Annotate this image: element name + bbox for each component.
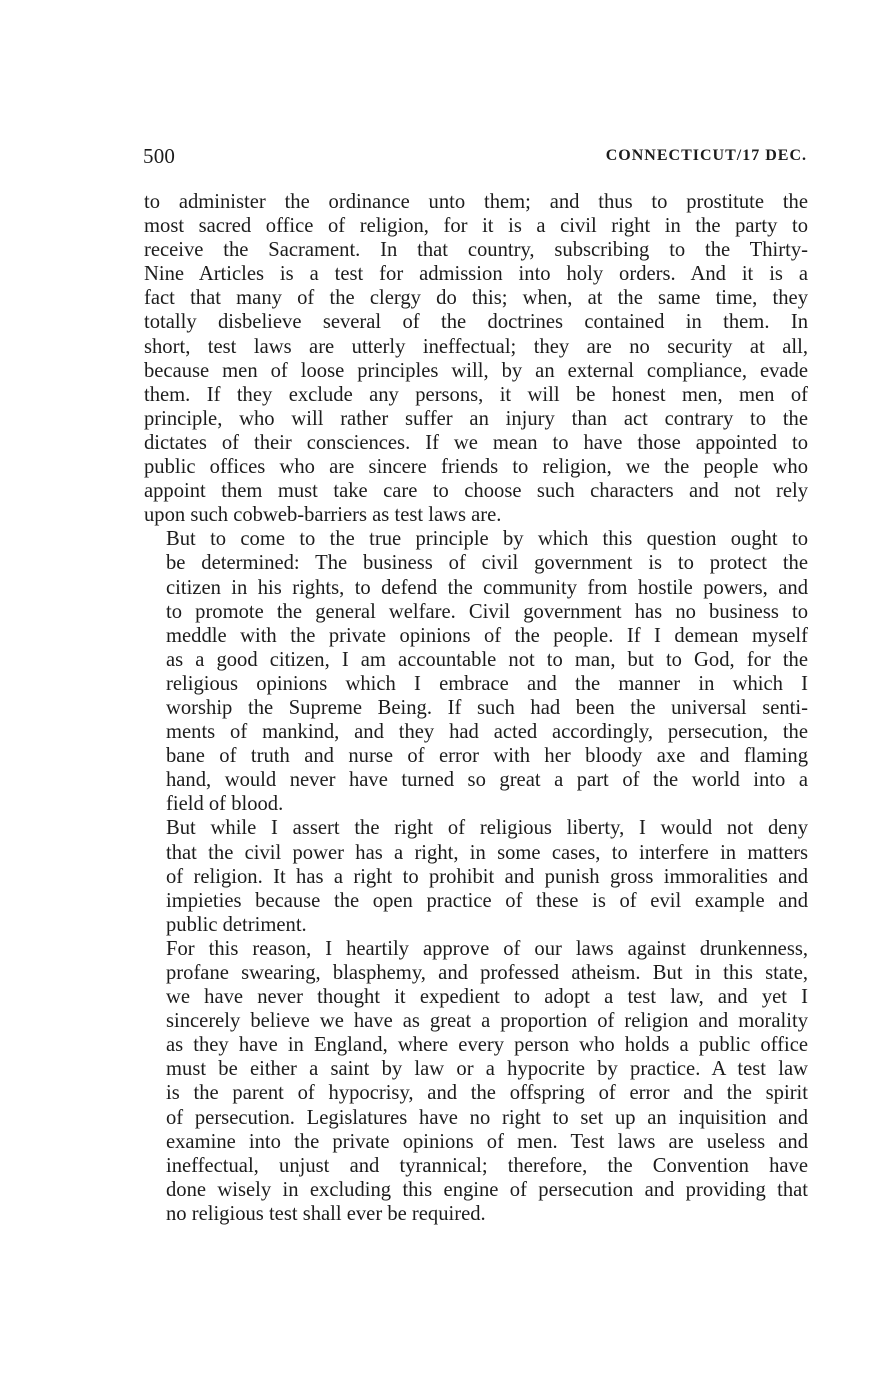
text-line: hand, would never have turned so great a part of the world into a <box>166 769 808 792</box>
text-line: is the parent of hypocrisy, and the offspring of error and the spirit <box>166 1082 808 1105</box>
text-line: profane swearing, blasphemy, and professed atheism. But in this state, <box>166 962 808 984</box>
text-line: that the civil power has a right, in some cases, to interfere in matters <box>166 841 808 864</box>
text-line: upon such cobweb-barriers as test laws are. <box>144 504 502 527</box>
text-line: appoint them must take care to choose such characters and not rely <box>144 480 808 503</box>
text-line: religious opinions which I embrace and the manner in which I <box>166 672 808 695</box>
text-line: must be either a saint by law or a hypocrite by practice. A test law <box>166 1058 808 1081</box>
text-line: we have never thought it expedient to adopt a test law, and yet I <box>166 986 808 1009</box>
text-line: to administer the ordinance unto them; and thus to prostitute the <box>144 191 808 213</box>
running-title: CONNECTICUT/17 DEC. <box>605 147 807 164</box>
text-line: as they have in England, where every person who holds a public office <box>166 1034 808 1057</box>
paragraph-2 <box>144 527 808 816</box>
text-line: of persecution. Legislatures have no right to set up an inquisition and <box>166 1106 808 1129</box>
text-line: principle, who will rather suffer an injury than act contrary to the <box>144 407 808 430</box>
text-line: examine into the private opinions of men. Test laws are useless and <box>166 1130 808 1153</box>
text-line: citizen in his rights, to defend the community from hostile powers, and <box>166 576 808 599</box>
page-number: 500 <box>143 144 176 168</box>
text-line: ineffectual, unjust and tyrannical; therefore, the Convention have <box>166 1154 808 1177</box>
text-line: short, test laws are utterly ineffectual; they are no security at all, <box>144 335 808 358</box>
text-line: For this reason, I heartily approve of our laws against drunkenness, <box>166 937 808 960</box>
text-line: be determined: The business of civil government is to protect the <box>166 552 808 575</box>
text-line: as a good citizen, I am accountable not to man, but to God, for the <box>166 648 808 671</box>
text-line: most sacred office of religion, for it is a civil right in the party to <box>144 215 808 238</box>
paragraph-1 <box>144 190 808 527</box>
text-line: done wisely in excluding this engine of persecution and providing that <box>166 1178 808 1201</box>
text-line: sincerely believe we have as great a proportion of religion and morality <box>166 1010 808 1033</box>
body-text <box>144 190 808 1226</box>
text-line: impieties because the open practice of these is of evil example and <box>166 889 808 912</box>
text-line: meddle with the private opinions of the people. If I demean myself <box>166 624 808 647</box>
text-line: no religious test shall ever be required. <box>166 1202 486 1225</box>
text-line: ments of mankind, and they had acted accordingly, persecution, the <box>166 721 808 744</box>
text-line: public detriment. <box>166 913 307 936</box>
text-line: dictates of their consciences. If we mean to have those appointed to <box>144 431 808 454</box>
text-line: to promote the general welfare. Civil government has no business to <box>166 600 808 623</box>
text-line: But while I assert the right of religious liberty, I would not deny <box>166 817 808 840</box>
text-line: public offices who are sincere friends to religion, we the people who <box>144 456 808 479</box>
text-line: because men of loose principles will, by an external compliance, evade <box>144 359 808 382</box>
running-head <box>143 144 807 174</box>
text-line: of religion. It has a right to prohibit and punish gross immoralities and <box>166 865 808 888</box>
text-line: fact that many of the clergy do this; when, at the same time, they <box>144 287 808 310</box>
text-line: receive the Sacrament. In that country, subscribing to the Thirty- <box>144 239 808 262</box>
text-line: them. If they exclude any persons, it will be honest men, men of <box>144 383 808 406</box>
text-line: totally disbelieve several of the doctrines contained in them. In <box>144 311 808 334</box>
text-line: worship the Supreme Being. If such had been the universal senti- <box>166 696 808 719</box>
paragraph-3 <box>144 816 808 936</box>
text-line: bane of truth and nurse of error with her bloody axe and flaming <box>166 745 808 768</box>
paragraph-4 <box>144 937 808 1226</box>
text-line: Nine Articles is a test for admission into holy orders. And it is a <box>144 263 808 286</box>
text-line: But to come to the true principle by which this question ought to <box>166 528 808 551</box>
text-line: field of blood. <box>166 793 284 816</box>
